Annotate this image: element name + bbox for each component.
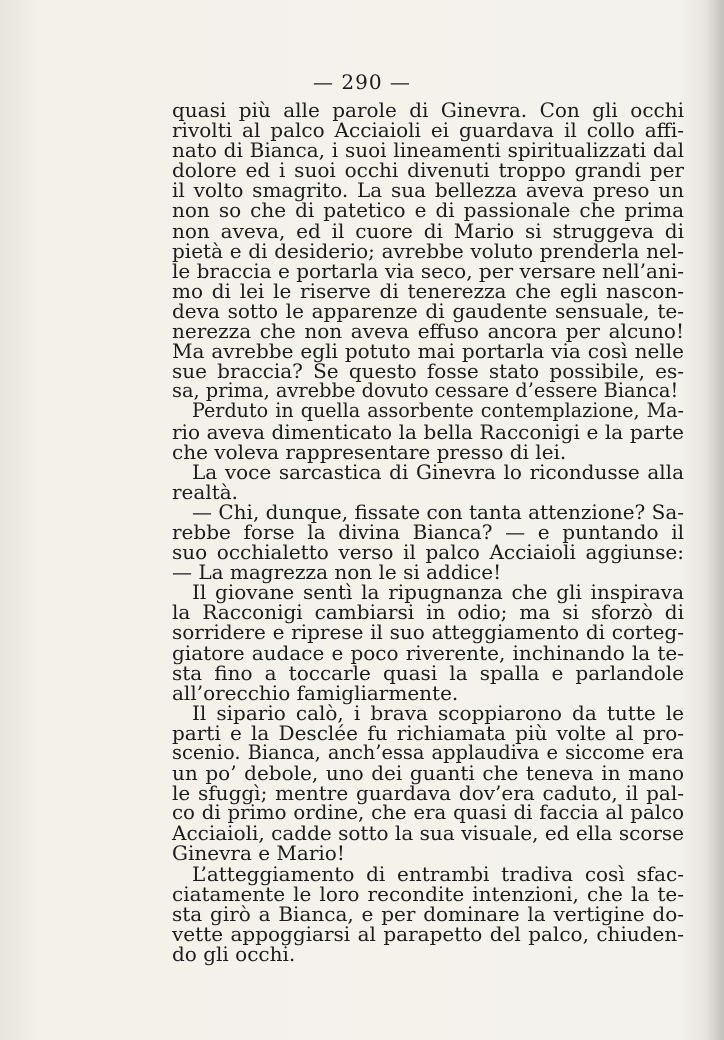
text-line: sa, prima, avrebbe dovuto cessare d’essere Bianca!	[172, 379, 679, 403]
paragraph	[172, 861, 684, 966]
text-line: Ginevra e Mario!	[172, 841, 345, 866]
text-line: Ma avrebbe egli potuto mai portarla via così nelle	[172, 339, 684, 364]
text-line: sta fino a toccarle quasi la spalla e parlandole	[172, 660, 684, 685]
paragraph	[172, 399, 684, 464]
text-line: non so che di patetico e di passionale che prima	[172, 198, 684, 223]
body-text	[172, 100, 684, 964]
paragraph	[172, 459, 684, 504]
text-line: — La magrezza non le si addice!	[172, 560, 502, 585]
text-line: non aveva, ed il cuore di Mario si struggeva di	[172, 218, 684, 243]
text-line: deva sotto le apparenze di gaudente sensuale, te-	[172, 298, 684, 323]
text-line: nerezza che non aveva effuso ancora per alcuno!	[172, 319, 684, 344]
text-line: L’atteggiamento di entrambi tradiva così sfac-	[192, 861, 684, 886]
text-line: che voleva rappresentare presso di lei.	[172, 439, 567, 464]
page-edge-shadow	[706, 0, 724, 1040]
text-line: La voce sarcastica di Ginevra lo ricondusse alla	[192, 459, 684, 484]
text-line: do gli occhi.	[172, 941, 296, 966]
text-line: le sfuggì; mentre guardava dov’era caduto, il pal-	[172, 781, 684, 806]
paragraph	[172, 582, 684, 703]
text-line: realtà.	[172, 479, 239, 504]
text-line: sorridere e riprese il suo atteggiamento di corteg-	[172, 620, 684, 645]
text-line: Il sipario calò, i brava scoppiarono da tutte le	[192, 700, 684, 725]
text-line: giatore audace e poco riverente, inchinando la te-	[172, 640, 684, 665]
text-line: le braccia e portarla via seco, per versare nell’ani-	[172, 258, 684, 283]
text-line: all’orecchio famigliarmente.	[172, 680, 459, 705]
text-line: il volto smagrito. La sua bellezza aveva preso un	[172, 178, 684, 203]
text-line: dolore ed i suoi occhi divenuti troppo grandi per	[172, 158, 684, 183]
text-line: — Chi, dunque, fissate con tanta attenzione? Sa-	[192, 499, 684, 524]
text-line: rebbe forse la divina Bianca? — e puntando il	[172, 519, 684, 544]
text-line: rivolti al palco Acciaioli ei guardava il collo affi-	[172, 118, 684, 143]
text-line: co di primo ordine, che era quasi di faccia al palco	[172, 801, 684, 825]
text-line: rio aveva dimenticato la bella Racconigi e la parte	[172, 419, 684, 444]
text-line: mo di lei le riserve di tenerezza che egli nascon-	[172, 278, 684, 303]
text-line: Perduto in quella assorbente contemplazione, Ma-	[192, 399, 684, 423]
text-line: quasi più alle parole di Ginevra. Con gli occhi	[172, 98, 684, 122]
text-line: pietà e di desiderio; avrebbe voluto prenderla nel-	[172, 238, 684, 263]
text-line: nato di Bianca, i suoi lineamenti spiritualizzati dal	[172, 138, 684, 163]
text-line: vette appoggiarsi al parapetto del palco, chiuden-	[172, 921, 684, 946]
text-line: Il giovane sentì la ripugnanza che gli inspirava	[192, 580, 684, 605]
paragraph	[172, 499, 684, 585]
paragraph	[172, 100, 684, 401]
paragraph	[172, 700, 684, 866]
text-line: parti e la Desclée fu richiamata più volte al pro-	[172, 720, 684, 745]
text-line: suo occhialetto verso il palco Acciaioli aggiunse:	[172, 540, 684, 565]
text-line: la Racconigi cambiarsi in odio; ma si sforzò di	[172, 600, 684, 625]
page-number: — 290 —	[313, 70, 411, 94]
text-line: Acciaioli, cadde sotto la sua visuale, ed ella scorse	[172, 821, 684, 846]
text-line: scenio. Bianca, anch’essa applaudiva e siccome era	[172, 741, 684, 764]
text-line: sue braccia? Se questo fosse stato possibile, es-	[172, 359, 684, 384]
text-line: sta girò a Bianca, e per dominare la vertigine do-	[172, 901, 684, 926]
text-line: un po’ debole, uno dei guanti che teneva in mano	[172, 761, 684, 786]
text-line: ciatamente le loro recondite intenzioni, che la te-	[172, 881, 684, 906]
